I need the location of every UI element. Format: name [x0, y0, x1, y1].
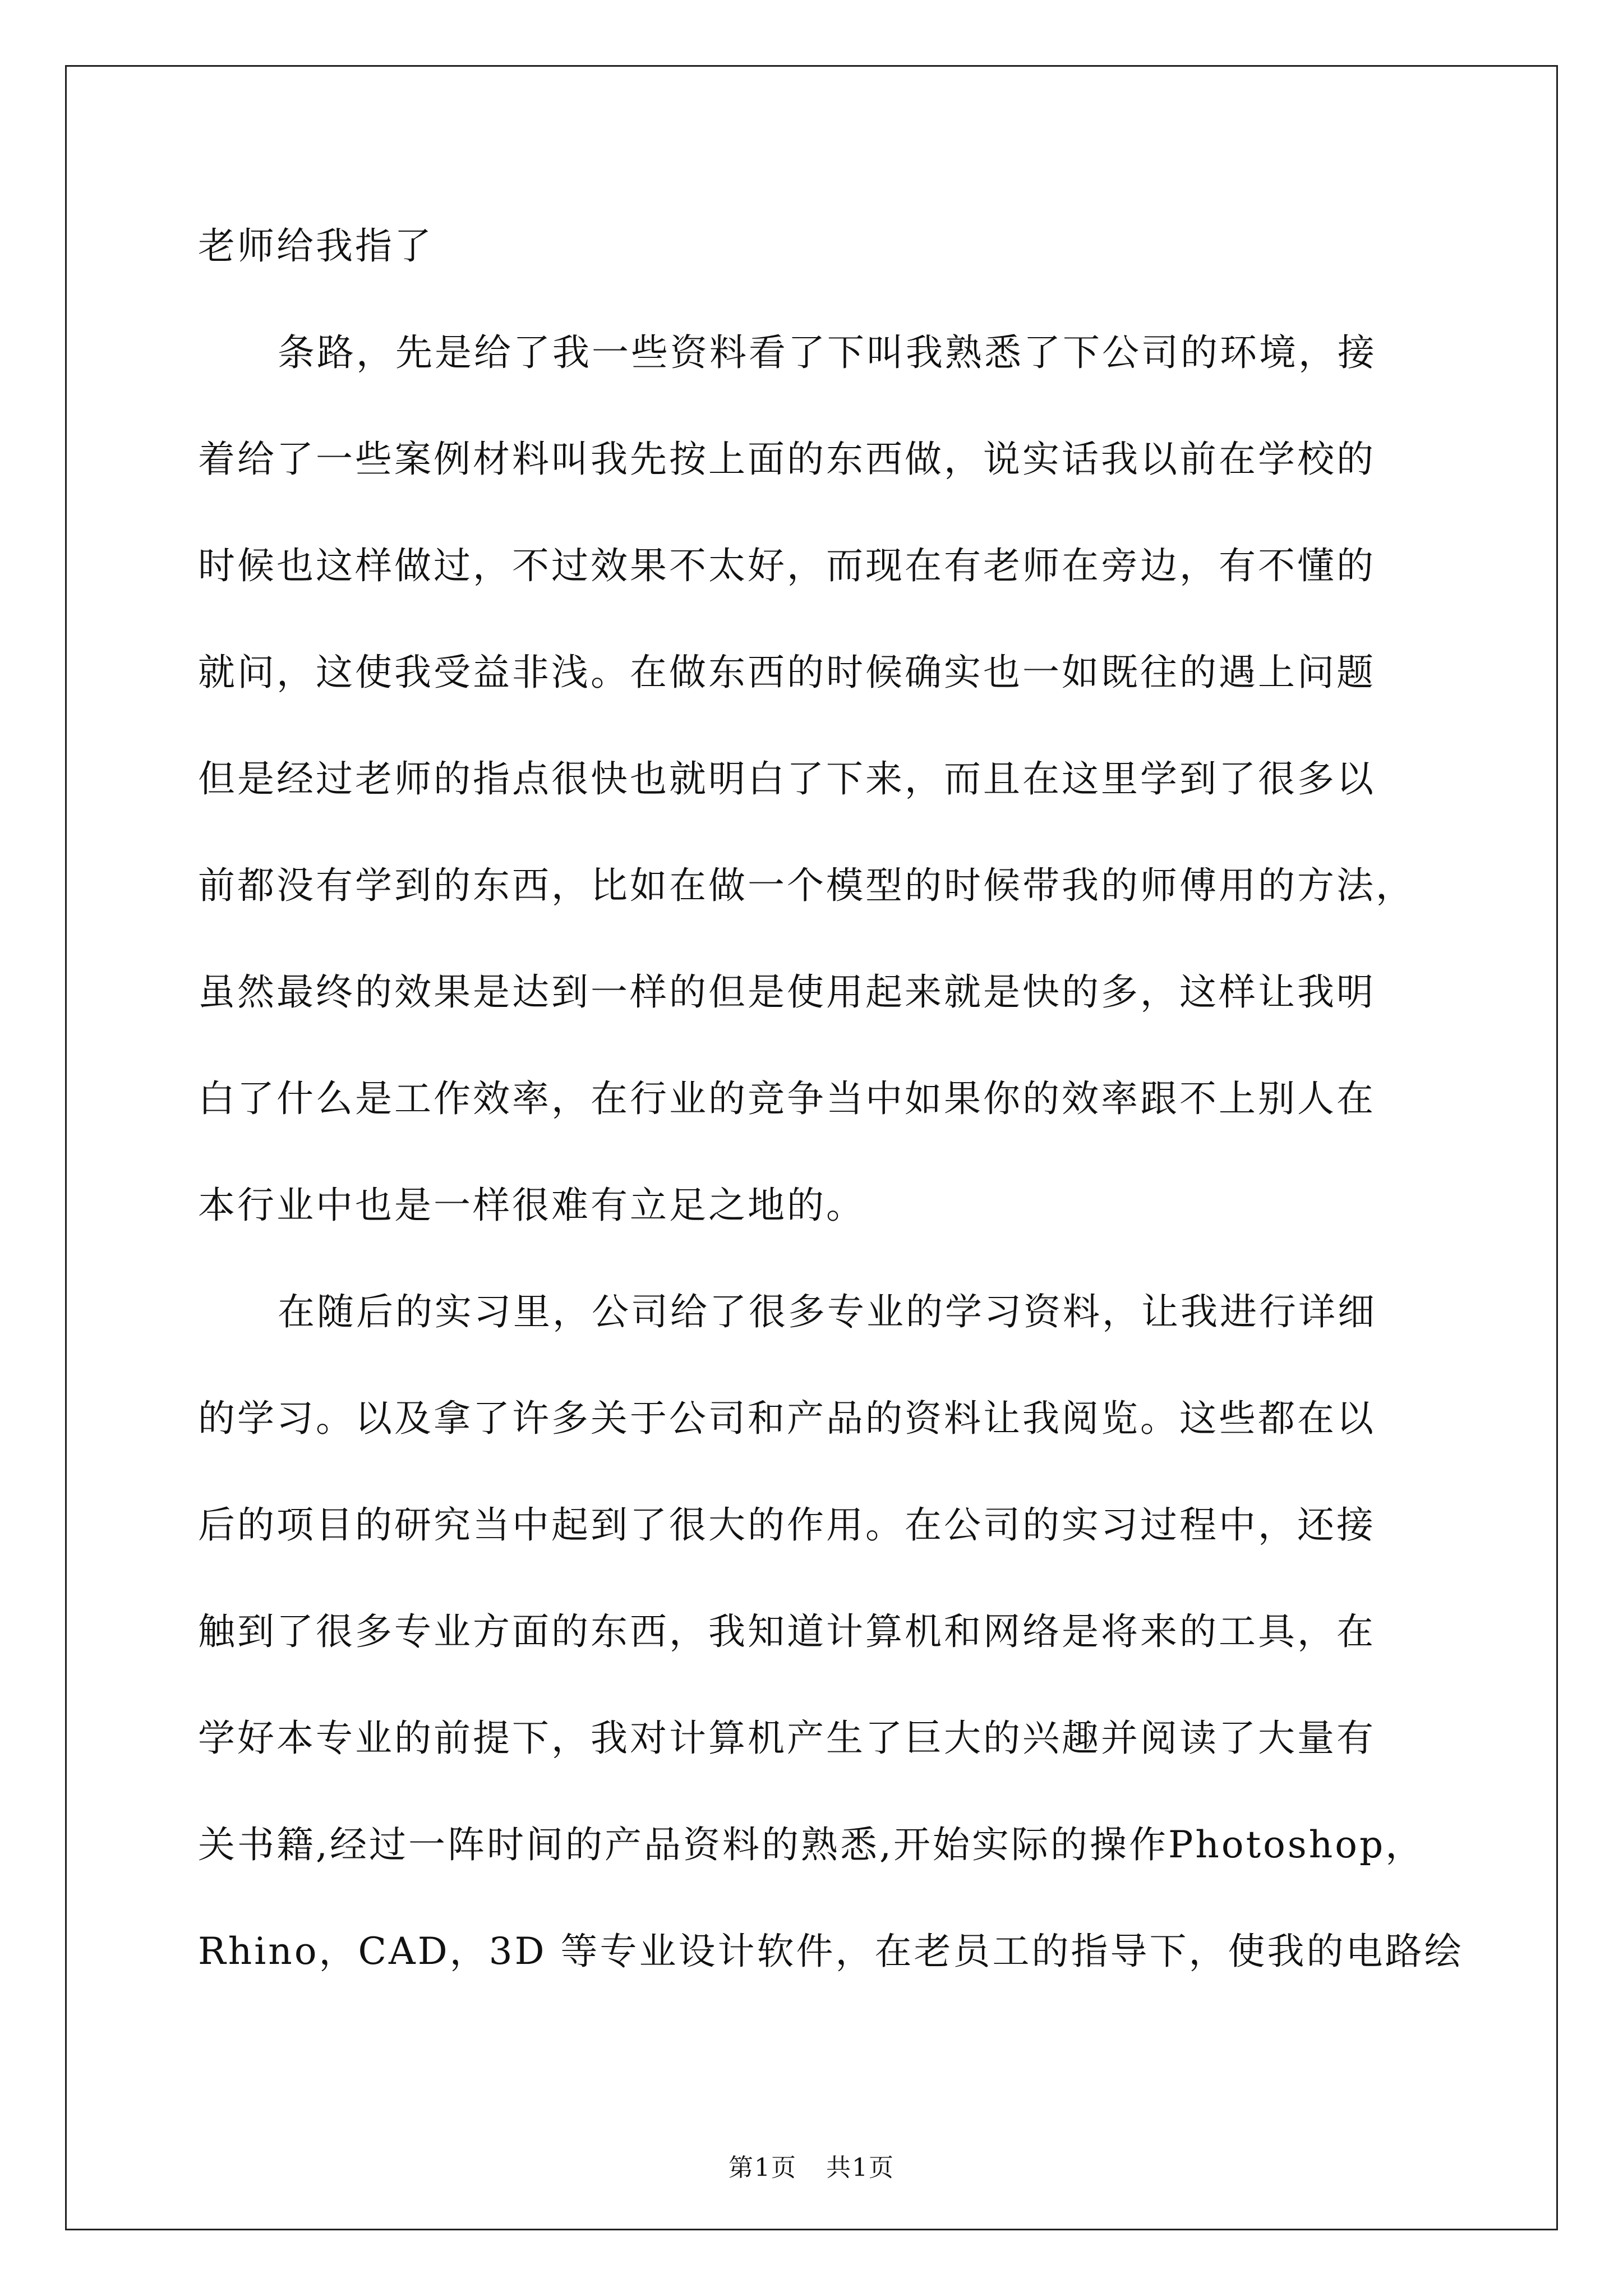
text-line: 学好本专业的前提下，我对计算机产生了巨大的兴趣并阅读了大量有 — [198, 1717, 1376, 1760]
text-line: 关书籍,经过一阵时间的产品资料的熟悉,开始实际的操作Photoshop， — [198, 1823, 1425, 1866]
text-line: 前都没有学到的东西，比如在做一个模型的时候带我的师傅用的方法， — [198, 864, 1415, 907]
text-line: 的学习。以及拿了许多关于公司和产品的资料让我阅览。这些都在以 — [198, 1397, 1376, 1440]
page-footer — [0, 2147, 1623, 2183]
text-line: 但是经过老师的指点很快也就明白了下来，而且在这里学到了很多以 — [198, 757, 1376, 800]
page-number-total: 共1页 — [826, 2154, 895, 2182]
text-line: 虽然最终的效果是达到一样的但是使用起来就是快的多，这样让我明 — [198, 970, 1376, 1014]
text-line: 时候也这样做过，不过效果不太好，而现在有老师在旁边，有不懂的 — [198, 544, 1376, 587]
text-line: 就问，这使我受益非浅。在做东西的时候确实也一如既往的遇上问题 — [198, 651, 1376, 694]
text-line: 着给了一些案例材料叫我先按上面的东西做，说实话我以前在学校的 — [198, 438, 1376, 481]
text-line: 后的项目的研究当中起到了很大的作用。在公司的实习过程中，还接 — [198, 1503, 1376, 1547]
page-number-current: 第1页 — [728, 2154, 797, 2182]
paragraph-start-line: 条路，先是给了我一些资料看了下叫我熟悉了下公司的环境，接 — [278, 331, 1377, 374]
text-line: Rhino，CAD，3D 等专业设计软件，在老员工的指导下，使我的电路绘 — [198, 1930, 1464, 1973]
document-body — [198, 193, 1464, 2005]
paragraph-start-line: 在随后的实习里，公司给了很多专业的学习资料，让我进行详细 — [278, 1290, 1377, 1333]
text-line: 本行业中也是一样很难有立足之地的。 — [198, 1184, 865, 1227]
text-line: 老师给我指了 — [198, 224, 434, 268]
text-line: 白了什么是工作效率，在行业的竞争当中如果你的效率跟不上别人在 — [198, 1077, 1376, 1120]
text-line: 触到了很多专业方面的东西，我知道计算机和网络是将来的工具，在 — [198, 1610, 1376, 1653]
